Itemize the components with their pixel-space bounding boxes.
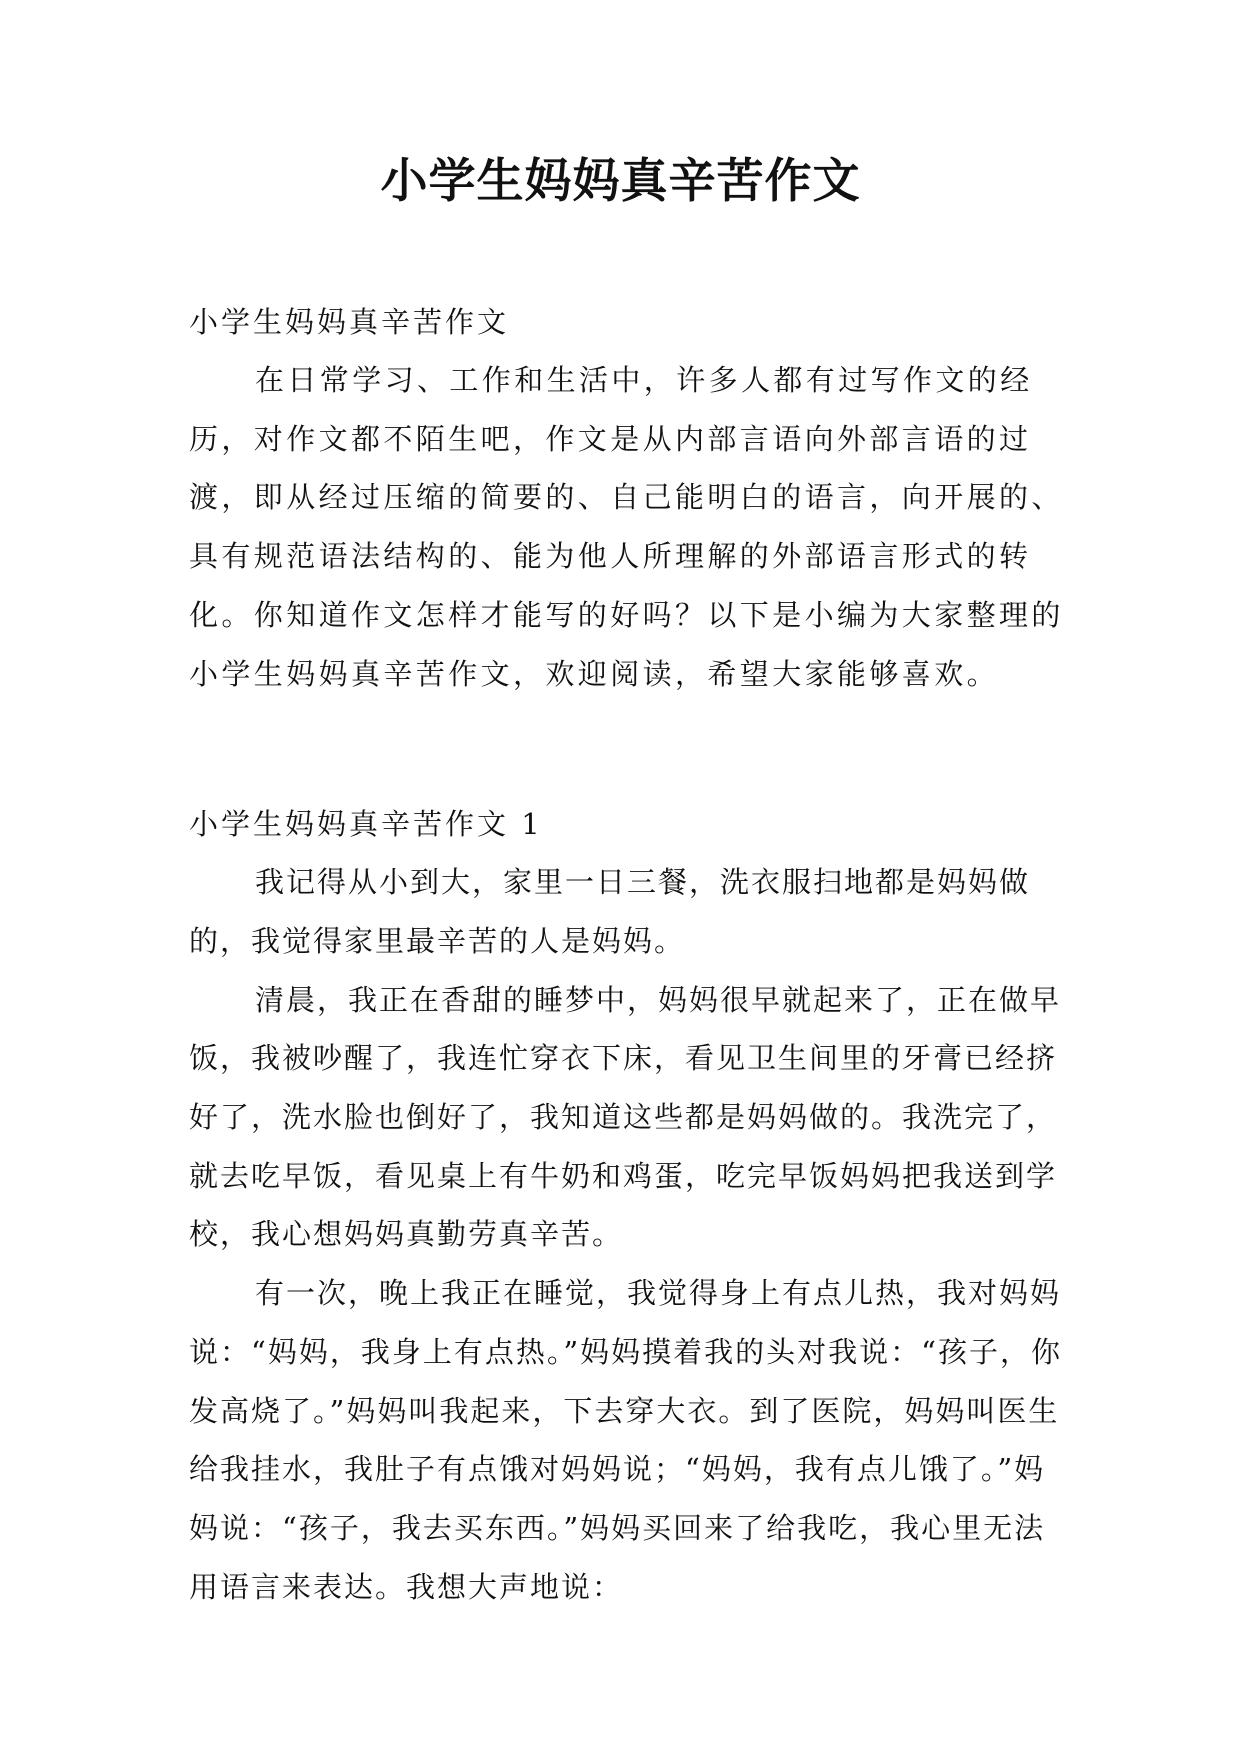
section-gap [189, 703, 1069, 795]
essay-paragraph-1: 我记得从小到大，家里一日三餐，洗衣服扫地都是妈妈做的，我觉得家里最辛苦的人是妈妈。 [189, 865, 1031, 958]
essay-paragraph-2: 清晨，我正在香甜的睡梦中，妈妈很早就起来了，正在做早饭，我被吵醒了，我连忙穿衣下床，看见卫生间里的牙膏已经挤好了，洗水脸也倒好了，我知道这些都是妈妈做的。我洗完了，就去吃早饭，看见桌上有牛奶和鸡蛋，吃完早饭妈妈把我送到学校，我心想妈妈真勤劳真辛苦。 [189, 982, 1062, 1252]
intro-paragraph: 在日常学习、工作和生活中，许多人都有过写作文的经历，对作文都不陌生吧，作文是从内部言语向外部言语的过渡，即从经过压缩的简要的、自己能明白的语言，向开展的、具有规范语法结构的、能为他人所理解的外部语言形式的转化。你知道作文怎样才能写的好吗？以下是小编为大家整理的小学生妈妈真辛苦作文，欢迎阅读，希望大家能够喜欢。 [189, 363, 1064, 691]
essay-heading: 小学生妈妈真辛苦作文 1 [189, 807, 543, 842]
document-body [189, 293, 1069, 1616]
intro-heading: 小学生妈妈真辛苦作文 [189, 305, 510, 339]
essay-paragraph-3: 有一次，晚上我正在睡觉，我觉得身上有点儿热，我对妈妈说：“妈妈，我身上有点热。”妈妈摸着我的头对我说：“孩子，你发高烧了。”妈妈叫我起来，下去穿大衣。到了医院，妈妈叫医生给我挂水，我肚子有点饿对妈妈说；“妈妈，我有点儿饿了。”妈妈说：“孩子，我去买东西。”妈妈买回来了给我吃，我心里无法用语言来表达。我想大声地说： [189, 1276, 1062, 1604]
document-title: 小学生妈妈真辛苦作文 [380, 154, 861, 209]
